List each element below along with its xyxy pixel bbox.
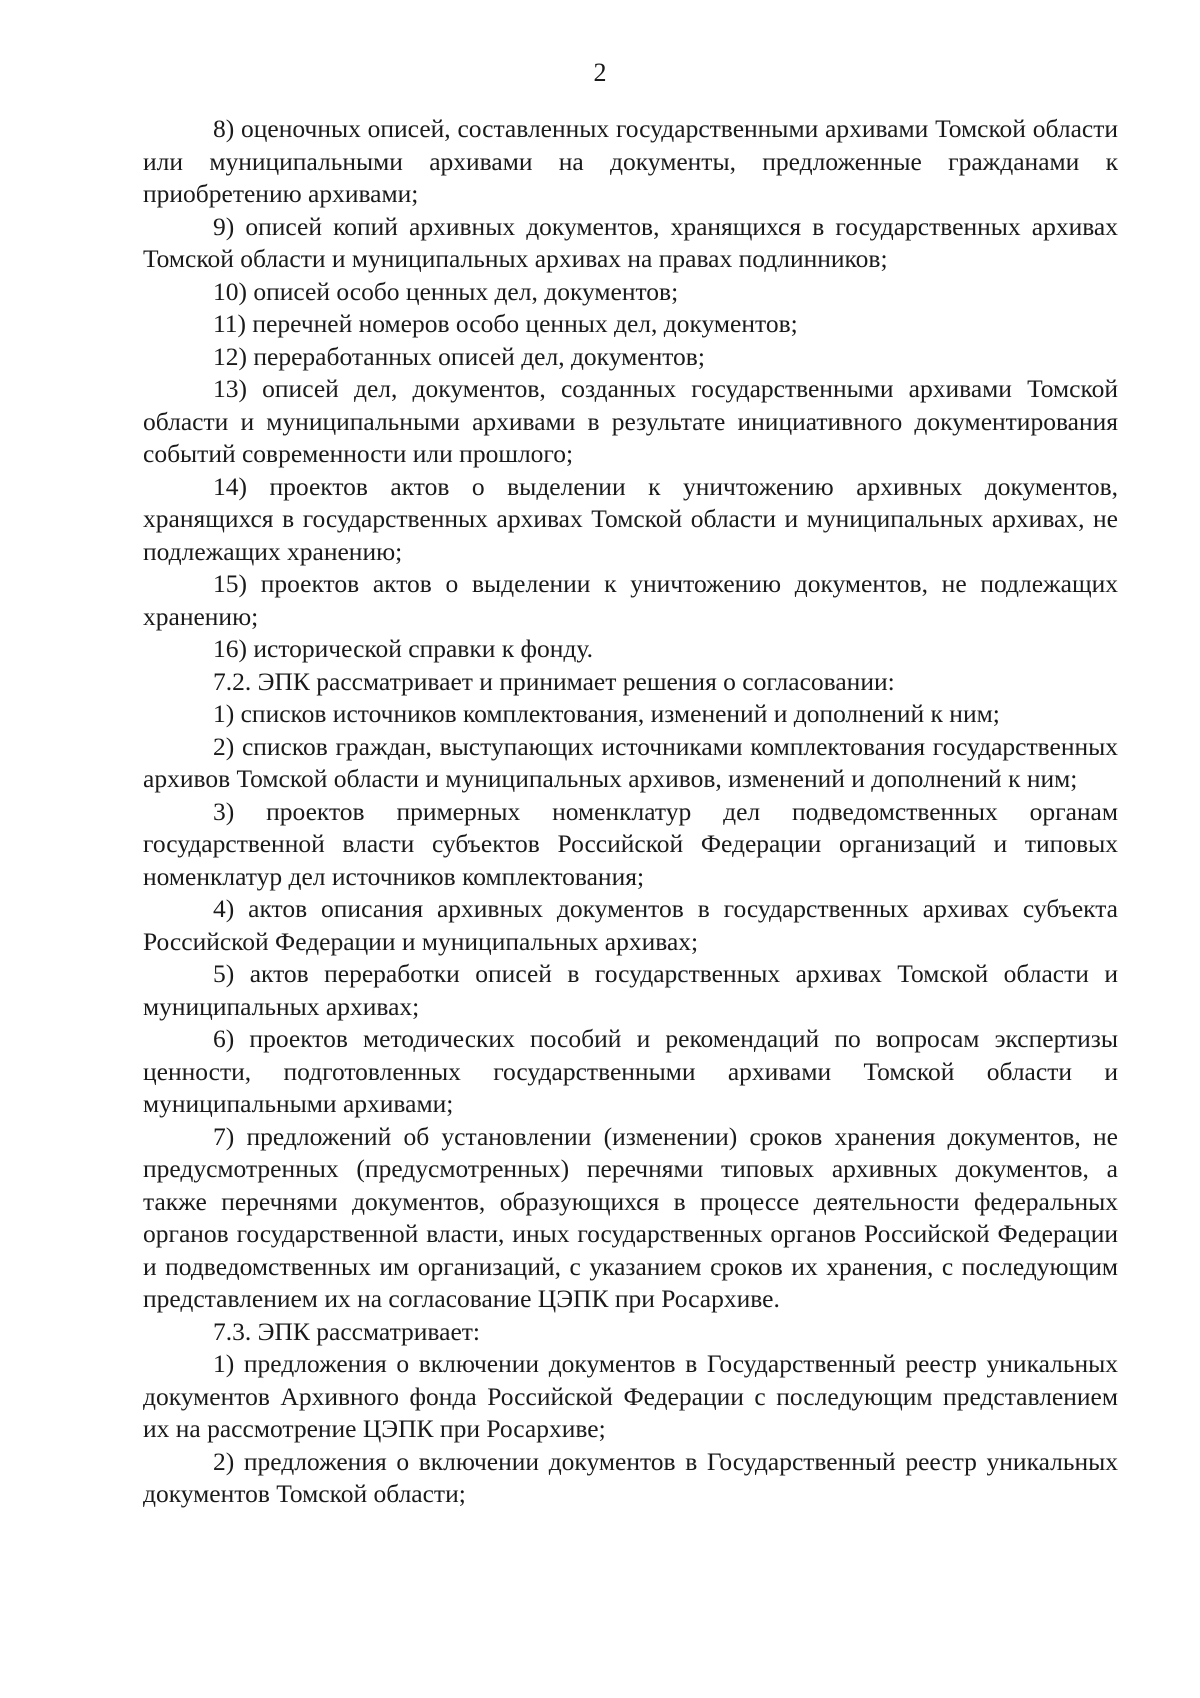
paragraph-item-10: 10) описей особо ценных дел, документов; — [213, 276, 679, 306]
paragraph-item-7-2-4: 4) актов описания архивных документов в государственных архивах субъекта Российской Федерации и муниципальных архивах; — [143, 894, 1118, 956]
paragraph-item-7-3-2: 2) предложения о включении документов в Государственный реестр уникальных документов Томской области; — [143, 1446, 1118, 1508]
paragraph-item-7-2-5: 5) актов переработки описей в государственных архивах Томской области и муниципальных архивах; — [143, 959, 1118, 1021]
paragraph-item-9: 9) описей копий архивных документов, хранящихся в государственных архивах Томской области и муниципальных архивах на правах подлинников; — [143, 211, 1118, 273]
page-number: 2 — [593, 58, 607, 87]
section-heading-7-3: 7.3. ЭПК рассматривает: — [213, 1316, 481, 1346]
paragraph-item-7-3-1: 1) предложения о включении документов в Государственный реестр уникальных документов Архивного фонда Российской Федерации с последующим представлением их на рассмотрение ЦЭПК при Росархиве; — [143, 1349, 1118, 1443]
paragraph-item-11: 11) перечней номеров особо ценных дел, документов; — [213, 309, 798, 338]
paragraph-item-7-2-7: 7) предложений об установлении (изменении) сроков хранения документов, не предусмотренных (предусмотренных) перечнями типовых архивных документов, а также перечнями документов, образующихся в процессе деятельности федеральных органов государственной власти, иных государственных органов Российской Федерации и подведомственных им организаций, с указанием сроков их хранения, с последующим представлением их на согласование ЦЭПК при Росархиве. — [143, 1121, 1118, 1313]
paragraph-item-13: 13) описей дел, документов, созданных государственными архивами Томской области и муниципальными архивами в результате инициативного документирования событий современности или прошлого; — [143, 374, 1118, 468]
paragraph-item-12: 12) переработанных описей дел, документов; — [213, 341, 705, 371]
paragraph-item-7-2-2: 2) списков граждан, выступающих источниками комплектования государственных архивов Томской области и муниципальных архивов, изменений и дополнений к ним; — [143, 731, 1118, 793]
paragraph-item-8: 8) оценочных описей, составленных государственными архивами Томской области или муниципальными архивами на документы, предложенные гражданами к приобретению архивами; — [143, 114, 1118, 208]
paragraph-item-14: 14) проектов актов о выделении к уничтожению архивных документов, хранящихся в государственных архивах Томской области и муниципальных архивах, не подлежащих хранению; — [143, 471, 1118, 566]
paragraph-item-15: 15) проектов актов о выделении к уничтожению документов, не подлежащих хранению; — [143, 569, 1118, 631]
section-heading-7-2: 7.2. ЭПК рассматривает и принимает решения о согласовании: — [213, 666, 895, 696]
document-body — [143, 113, 1118, 1511]
paragraph-item-7-2-3: 3) проектов примерных номенклатур дел подведомственных органам государственной власти субъектов Российской Федерации организаций и типовых номенклатур дел источников комплектования; — [143, 796, 1118, 891]
paragraph-item-7-2-1: 1) списков источников комплектования, изменений и дополнений к ним; — [213, 699, 1000, 728]
paragraph-item-7-2-6: 6) проектов методических пособий и рекомендаций по вопросам экспертизы ценности, подготовленных государственными архивами Томской области и муниципальными архивами; — [143, 1024, 1118, 1118]
paragraph-item-16: 16) исторической справки к фонду. — [213, 634, 593, 663]
